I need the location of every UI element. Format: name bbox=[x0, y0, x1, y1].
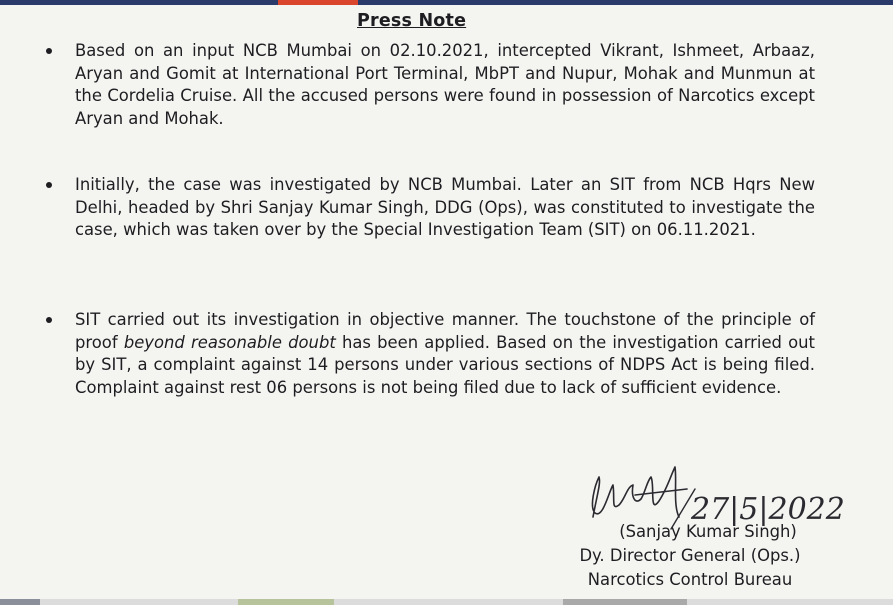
bullet-dot-icon bbox=[46, 48, 52, 54]
bottom-thumbnail-strip bbox=[0, 599, 893, 605]
signatory-organization: Narcotics Control Bureau bbox=[587, 570, 793, 589]
paragraph-1: Based on an input NCB Mumbai on 02.10.2021, intercepted Vikrant, Ishmeet, Arbaaz, Aryan and Gomit at International Port Terminal, MbPT and Nupur, Mohak and Munmun at the Cordelia Cruise. All the accused persons were found in possession of Narcotics except Aryan and Mohak. bbox=[75, 41, 815, 128]
paragraph-2: Initially, the case was investigated by NCB Mumbai. Later an SIT from NCB Hqrs New Delhi, headed by Shri Sanjay Kumar Singh, DDG (Ops), was constituted to investigate the case, which was taken over by the Special Investigation Team (SIT) on 06.11.2021. bbox=[75, 175, 815, 240]
paragraph-3 bbox=[75, 309, 815, 399]
paragraph-3-text-start: SIT carried out its investigation in objective manner. The touchstone of the principle of proof bbox=[75, 310, 815, 352]
paragraph-3-text-end: has been applied. Based on the investigation carried out by SIT, a complaint against 14 persons under various sections of NDPS Act is being filed. Complaint against rest 06 persons is not being filed due to lack of sufficient evidence. bbox=[75, 332, 815, 397]
paragraph-3-emphasis: beyond reasonable doubt bbox=[123, 332, 336, 352]
signatory-name: (Sanjay Kumar Singh) bbox=[619, 522, 797, 541]
signatory-designation: Dy. Director General (Ops.) bbox=[579, 546, 801, 565]
bullet-dot-icon bbox=[46, 317, 52, 323]
signature-date: 27|5|2022 bbox=[691, 492, 845, 527]
thumbnail[interactable] bbox=[0, 599, 40, 605]
page-title: Press Note bbox=[357, 11, 467, 31]
bullet-dot-icon bbox=[46, 182, 52, 188]
signature-block bbox=[540, 520, 840, 592]
thumbnail[interactable] bbox=[563, 599, 687, 605]
thumbnail[interactable] bbox=[238, 599, 334, 605]
